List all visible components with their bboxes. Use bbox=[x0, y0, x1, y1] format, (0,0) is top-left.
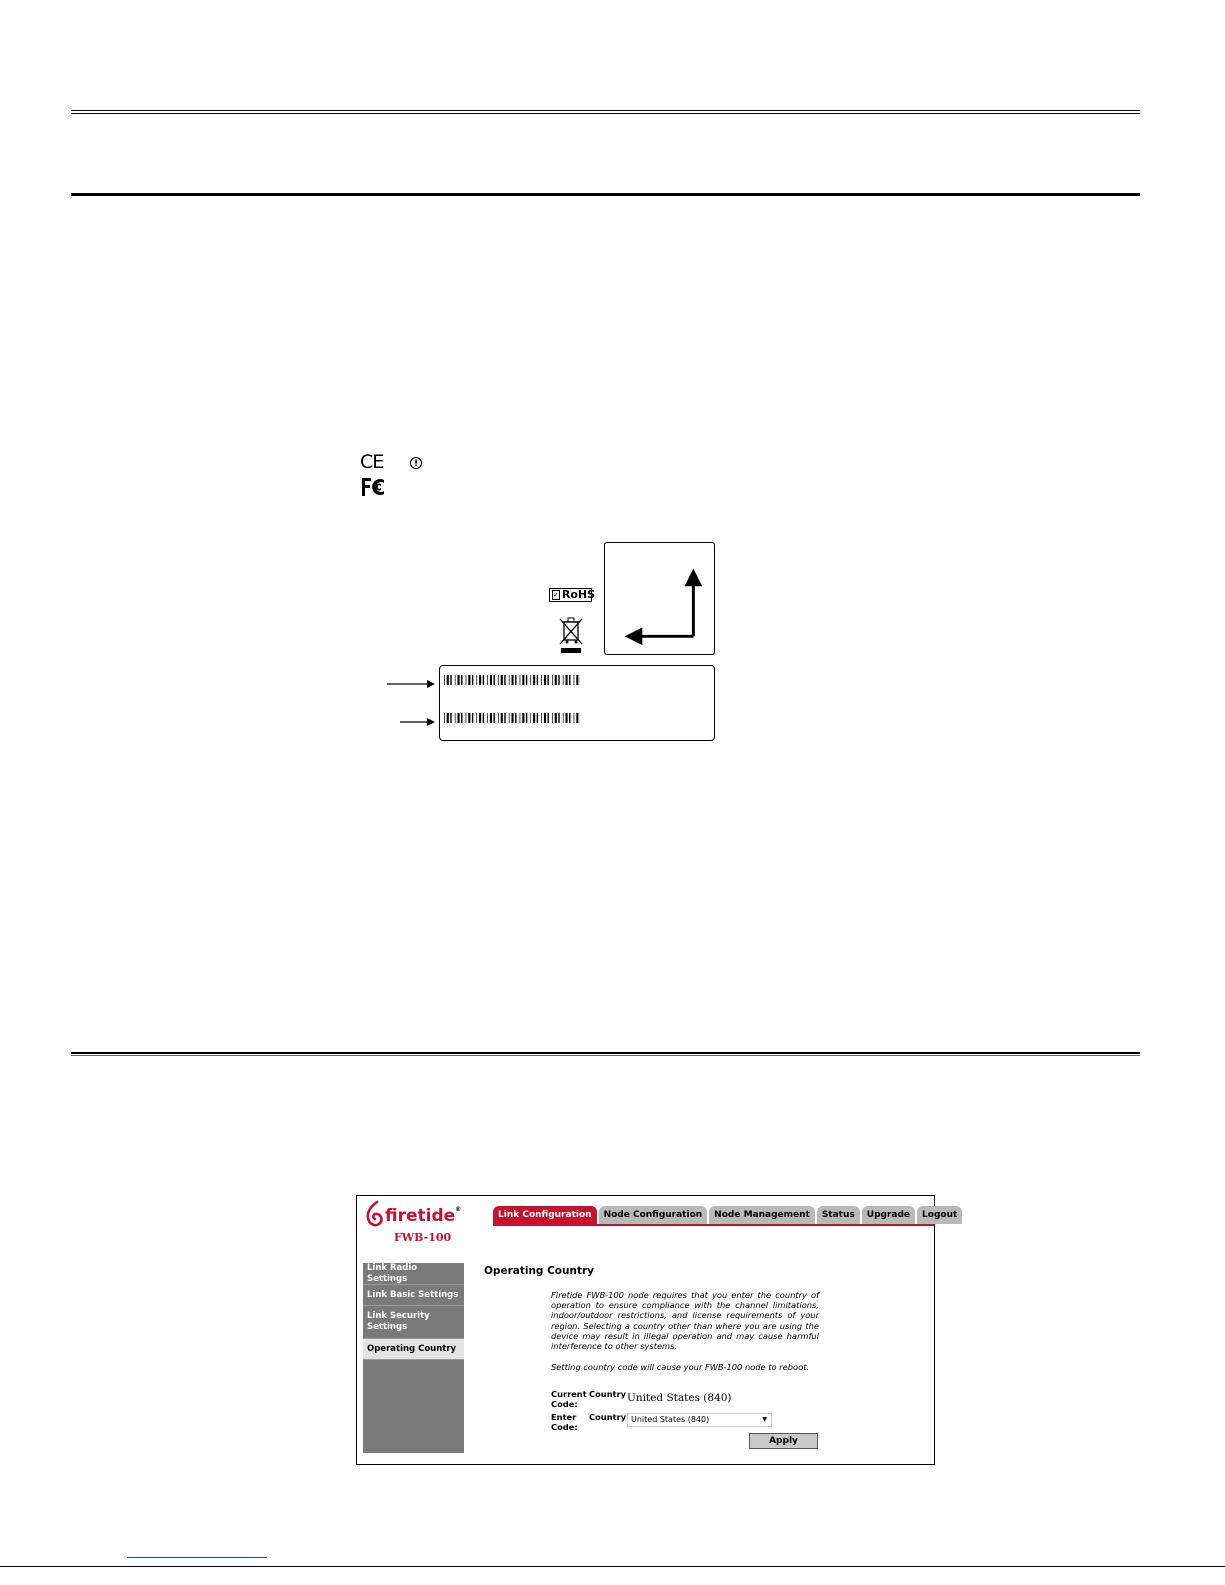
reboot-note: Setting country code will cause your FWB-100 node to reboot. bbox=[551, 1362, 810, 1372]
barcode-1 bbox=[444, 675, 580, 685]
model-name: FWB-100 bbox=[394, 1231, 452, 1244]
enter-label-part1: Enter bbox=[551, 1412, 577, 1422]
footer-link-underline[interactable] bbox=[127, 1557, 267, 1558]
current-country-value: United States (840) bbox=[627, 1392, 732, 1404]
callout-arrow-icon bbox=[400, 716, 437, 728]
barcode-2 bbox=[444, 713, 580, 723]
page-title: Operating Country bbox=[484, 1265, 595, 1277]
country-select-value: United States (840) bbox=[631, 1415, 710, 1424]
callout-arrow-icon bbox=[387, 678, 437, 690]
sidebar-item-link-basic-settings[interactable]: Link Basic Settings bbox=[363, 1285, 464, 1306]
tab-upgrade[interactable]: Upgrade bbox=[862, 1206, 915, 1224]
operating-country-screenshot bbox=[356, 1195, 958, 1465]
country-select[interactable] bbox=[627, 1413, 772, 1427]
weee-bin-icon bbox=[558, 616, 584, 654]
chevron-down-icon: ▼ bbox=[762, 1416, 767, 1423]
enter-label-part3: Code: bbox=[551, 1422, 578, 1432]
sidebar-item-operating-country[interactable]: Operating Country bbox=[363, 1339, 464, 1360]
main-tabs bbox=[493, 1206, 962, 1224]
rohs-label: RoHS bbox=[561, 588, 596, 601]
brand-registered: ® bbox=[455, 1206, 462, 1213]
sidebar bbox=[363, 1263, 464, 1453]
tab-logout[interactable]: Logout bbox=[917, 1206, 962, 1224]
tab-node-management[interactable]: Node Management bbox=[709, 1206, 815, 1224]
current-label-part2: Country bbox=[589, 1389, 627, 1399]
fcc-mark-icon bbox=[360, 476, 388, 498]
tab-underline bbox=[493, 1224, 934, 1226]
left-arrow-icon bbox=[625, 627, 643, 645]
firetide-swirl-icon bbox=[365, 1200, 385, 1228]
tab-link-configuration[interactable]: Link Configuration bbox=[493, 1206, 597, 1224]
header-thick-rule bbox=[71, 193, 1140, 196]
sidebar-item-link-radio-settings[interactable]: Link Radio Settings bbox=[363, 1263, 464, 1285]
sidebar-item-link-security-settings[interactable]: Link Security Settings bbox=[363, 1306, 464, 1339]
footer-rule bbox=[0, 1566, 1225, 1567]
brand-name: firetide bbox=[385, 1206, 456, 1226]
ce-mark-icon: CE bbox=[360, 451, 384, 473]
apply-button[interactable]: Apply bbox=[749, 1433, 818, 1449]
rohs-check-icon: ✓ bbox=[553, 591, 559, 599]
current-label-part1: Current bbox=[551, 1389, 587, 1399]
up-arrow-icon bbox=[685, 569, 703, 587]
current-label-part3: Code: bbox=[551, 1399, 578, 1409]
section-double-rule bbox=[71, 1052, 1140, 1056]
header-double-rule bbox=[71, 110, 1140, 114]
tab-node-configuration[interactable]: Node Configuration bbox=[599, 1206, 708, 1224]
orientation-box bbox=[604, 542, 715, 655]
enter-label-part2: Country bbox=[589, 1412, 627, 1422]
rohs-mark bbox=[549, 588, 596, 602]
description-text: Firetide FWB-100 node requires that you enter the country of operation to ensure compliance with the channel limitations, indoor/outdoor restrictions, and license requirements of your region. Selecting a country other than where you are using the device may result in illegal operation and may cause harmful interference to other systems. bbox=[551, 1290, 819, 1352]
tab-status[interactable]: Status bbox=[817, 1206, 860, 1224]
alert-mark-icon: ! bbox=[410, 457, 422, 469]
firetide-logo bbox=[365, 1198, 461, 1246]
